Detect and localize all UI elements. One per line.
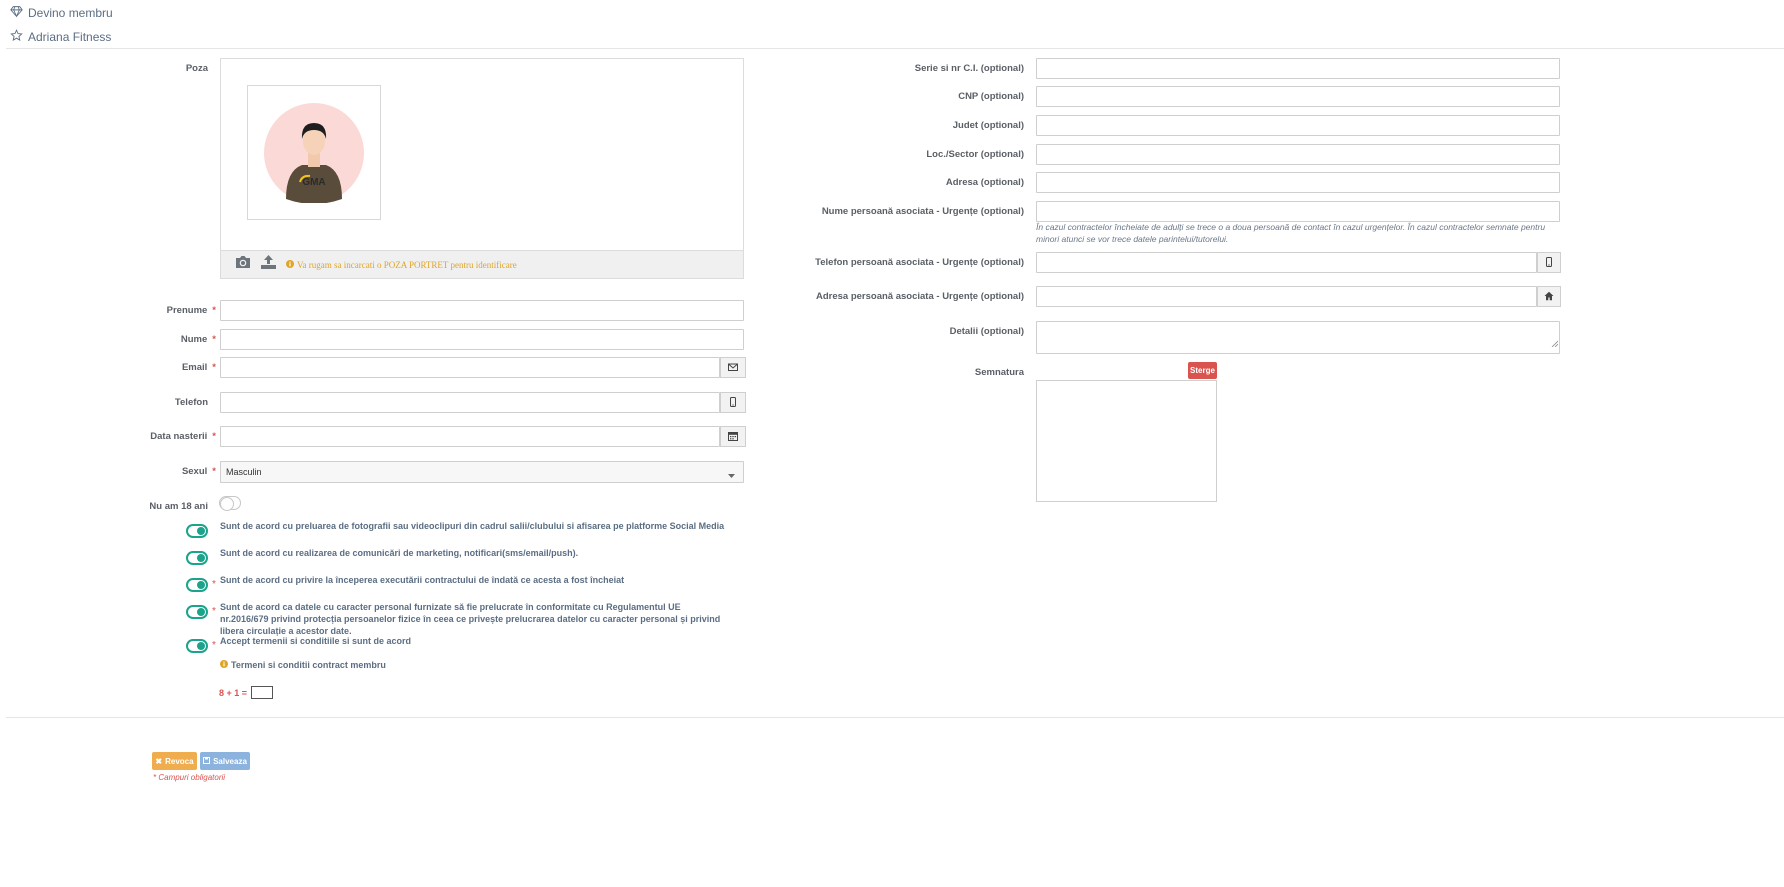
- cancel-button[interactable]: ✖ Revoca: [152, 752, 197, 770]
- locality-label: Loc./Sector (optional): [926, 149, 1024, 160]
- captcha-question: 8 + 1 =: [219, 688, 248, 698]
- avatar: [264, 103, 364, 203]
- last-name-label: Nume *: [180, 334, 216, 345]
- county-label: Judet (optional): [952, 120, 1024, 131]
- mobile-icon: [728, 394, 738, 412]
- photo-hint: [286, 260, 517, 270]
- cnp-input[interactable]: [1036, 86, 1560, 107]
- required-marker: *: [212, 640, 216, 651]
- cnp-label: CNP (optional): [958, 91, 1024, 102]
- floppy-disk-icon: [203, 757, 210, 766]
- minor-label: Nu am 18 ani: [149, 501, 208, 512]
- emergency-phone-addon: [1537, 252, 1561, 273]
- address-label: Adresa (optional): [945, 177, 1024, 188]
- emergency-name-label: Nume persoană asociata - Urgențe (optional): [821, 206, 1024, 217]
- first-name-input[interactable]: [220, 300, 744, 321]
- photo-toolbar: [221, 250, 743, 278]
- emergency-name-help: În cazul contractelor încheiate de adulți se trece o a doua persoană de contact în cazul urgențelor. În cazul contractelor semnate pentru minori atunci se vor trece datele parintelui/tutorelui.: [1036, 222, 1546, 244]
- diamond-icon: [10, 5, 23, 21]
- sex-select-value: Masculin: [226, 467, 262, 477]
- consent-terms-toggle[interactable]: [186, 639, 208, 653]
- photo-hint-text: Va rugam sa incarcati o POZA PORTRET pentru identificare: [297, 259, 517, 270]
- consent-social-media-text: Sunt de acord cu preluarea de fotografii sau videoclipuri din cadrul salii/clubului si afisarea pe platforme Social Media: [220, 521, 725, 531]
- avatar-badge: GMA: [302, 177, 326, 188]
- consent-marketing-text: Sunt de acord cu realizarea de comunicări de marketing, notificari(sms/email/push).: [220, 548, 579, 558]
- calendar-icon: [728, 428, 738, 446]
- address-input[interactable]: [1036, 172, 1560, 193]
- last-name-input[interactable]: [220, 329, 744, 350]
- consent-gdpr-text: Sunt de acord ca datele cu caracter personal furnizate să fie prelucrate în conformitate cu Regulamentul UE nr.2016/679 privind protecția persoanelor fizice în ceea ce privește prelucrarea datelor cu caracter personal și privind libera circulație a acestor date.: [220, 602, 721, 636]
- first-name-label: Prenume *: [166, 305, 216, 316]
- id-series-input[interactable]: [1036, 58, 1560, 79]
- phone-addon: [720, 392, 746, 413]
- save-button[interactable]: Salveaza: [200, 752, 250, 770]
- terms-link[interactable]: [220, 660, 386, 670]
- county-input[interactable]: [1036, 115, 1560, 136]
- birthdate-label: Data nasterii *: [150, 431, 216, 442]
- signature-pad[interactable]: [1036, 380, 1217, 502]
- envelope-icon: [728, 359, 738, 377]
- upload-icon[interactable]: [261, 255, 276, 274]
- header-divider: [6, 48, 1784, 49]
- emergency-phone-label: Telefon persoană asociata - Urgențe (optional): [815, 257, 1024, 268]
- camera-icon[interactable]: [235, 255, 251, 274]
- email-label: Email *: [181, 362, 216, 373]
- required-fields-note: * Campuri obligatorii: [153, 773, 226, 782]
- home-icon: [1544, 288, 1554, 306]
- phone-label: Telefon: [174, 397, 208, 408]
- consent-contract-start-text: Sunt de acord cu privire la începerea executării contractului de îndată ce acesta a fost încheiat: [220, 575, 625, 585]
- breadcrumb-item-devino-membru[interactable]: [10, 5, 113, 21]
- consent-contract-start-toggle[interactable]: [186, 578, 208, 592]
- info-circle-icon: [220, 660, 228, 670]
- info-circle-icon: [286, 260, 294, 270]
- id-series-label: Serie si nr C.I. (optional): [914, 63, 1024, 74]
- signature-label: Semnatura: [974, 367, 1024, 378]
- emergency-address-label: Adresa persoană asociata - Urgențe (optional): [816, 291, 1024, 302]
- email-field[interactable]: [220, 357, 720, 378]
- terms-link-text: Termeni si conditii contract membru: [231, 660, 386, 670]
- required-marker: *: [212, 606, 216, 617]
- breadcrumb-item-club[interactable]: [10, 29, 111, 45]
- consent-gdpr-toggle[interactable]: [186, 605, 208, 619]
- birthdate-input[interactable]: [220, 426, 720, 447]
- mobile-icon: [1544, 254, 1554, 272]
- details-textarea[interactable]: [1036, 321, 1560, 354]
- email-addon: [720, 357, 746, 378]
- breadcrumb-label: Adriana Fitness: [28, 30, 112, 44]
- photo-label: Poza: [185, 63, 208, 74]
- emergency-name-input[interactable]: [1036, 201, 1560, 222]
- clear-signature-button[interactable]: Sterge: [1188, 362, 1217, 379]
- photo-preview[interactable]: [247, 85, 381, 220]
- emergency-phone-input[interactable]: [1036, 252, 1537, 273]
- close-icon: ✖: [155, 756, 163, 766]
- required-marker: *: [212, 579, 216, 590]
- photo-upload-panel: [220, 58, 744, 279]
- consent-social-media-toggle[interactable]: [186, 524, 208, 538]
- caret-down-icon: [728, 470, 735, 480]
- consent-terms-text: Accept termenii si conditiile si sunt de acord: [220, 636, 412, 646]
- star-icon: [10, 29, 23, 45]
- consent-marketing-toggle[interactable]: [186, 551, 208, 565]
- emergency-address-addon: [1537, 286, 1561, 307]
- details-label: Detalii (optional): [949, 326, 1024, 337]
- footer-divider: [6, 717, 1784, 718]
- sex-select[interactable]: [220, 461, 744, 483]
- captcha-input[interactable]: [251, 686, 273, 699]
- locality-input[interactable]: [1036, 144, 1560, 165]
- emergency-address-input[interactable]: [1036, 286, 1537, 307]
- calendar-addon[interactable]: [720, 426, 746, 447]
- breadcrumb-label: Devino membru: [28, 6, 113, 20]
- sex-label: Sexul *: [181, 466, 216, 477]
- resize-handle-icon[interactable]: [1551, 334, 1558, 352]
- phone-input[interactable]: [220, 392, 720, 413]
- minor-toggle[interactable]: [219, 496, 241, 510]
